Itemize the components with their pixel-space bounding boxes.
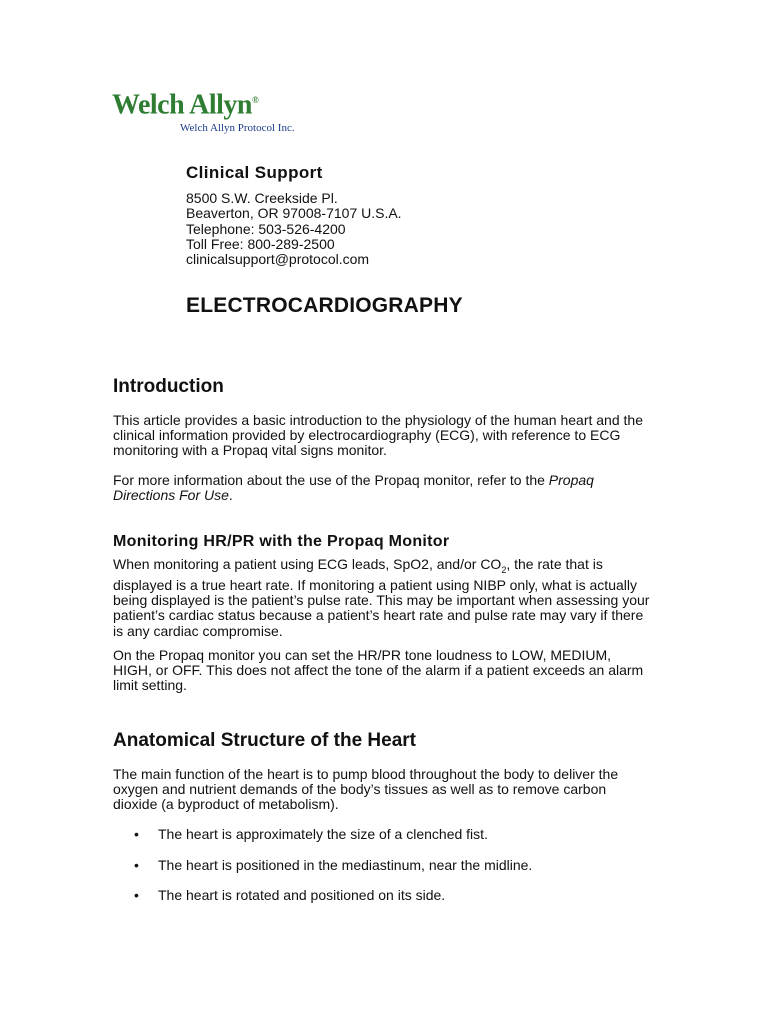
support-email: clinicalsupport@protocol.com xyxy=(186,251,370,268)
clinical-support-heading: Clinical Support xyxy=(186,163,323,182)
introduction-paragraph-2: For more information about the use of the Propaq monitor, refer to the Propaq Directions For Use. xyxy=(113,472,594,504)
monitoring-paragraph-2: On the Propaq monitor you can set the HR/PR tone loudness to LOW, MEDIUM, HIGH, or OFF. This does not affect the tone of the alarm if a patient exceeds an alarm limit setting. xyxy=(113,647,644,694)
monitoring-paragraph-1: When monitoring a patient using ECG leads, SpO2, and/or $CO_2$, the rate that is displayed is a true heart rate. If monitoring a patient using NIBP only, what is actually being displayed is the patient’s pulse rate. This may be important when assessing your patient’s cardiac status because a patient’s heart rate and pulse rate may vary if there is any cardiac compromise. xyxy=(113,556,650,639)
logo-subtitle: Welch Allyn Protocol Inc. xyxy=(180,122,295,135)
address-line-1: 8500 S.W. Creekside Pl. xyxy=(186,190,338,206)
clinical-support-block xyxy=(186,163,706,267)
registered-mark: ® xyxy=(251,95,259,105)
bullet-icon: • xyxy=(134,826,139,842)
anatomy-bullet-list xyxy=(134,826,532,918)
introduction-paragraph-1: This article provides a basic introduction to the physiology of the human heart and the clinical information provided by electrocardiography (ECG), with reference to ECG monitoring with a Propaq vital signs monitor. xyxy=(113,412,643,459)
list-item: • The heart is positioned in the mediastinum, near the midline. xyxy=(134,856,533,873)
anatomy-paragraph: The main function of the heart is to pump blood throughout the body to deliver the oxygen and nutrient demands of the body’s tissues as well as to remove carbon dioxide (a byproduct of metabolism). xyxy=(113,766,619,813)
document-title: ELECTROCARDIOGRAPHY xyxy=(186,294,463,317)
welch-allyn-logo xyxy=(112,85,312,141)
address-line-2: Beaverton, OR 97008-7107 U.S.A. xyxy=(186,205,402,222)
anatomy-heading: Anatomical Structure of the Heart xyxy=(113,730,416,751)
introduction-heading: Introduction xyxy=(113,376,224,397)
logo-brand-text: Welch Allyn xyxy=(112,89,252,121)
list-item: • The heart is approximately the size of a clenched fist. xyxy=(134,826,488,842)
list-item: • The heart is rotated and positioned on its side. xyxy=(134,887,446,903)
propaq-directions-reference: Propaq Directions For Use xyxy=(113,472,594,504)
bullet-icon: • xyxy=(134,856,139,873)
monitoring-heading: Monitoring HR/PR with the Propaq Monitor xyxy=(113,533,450,550)
bullet-icon: • xyxy=(134,887,139,903)
telephone-line: Telephone: 503-526-4200 xyxy=(186,220,346,237)
toll-free-line: Toll Free: 800-289-2500 xyxy=(186,235,335,252)
